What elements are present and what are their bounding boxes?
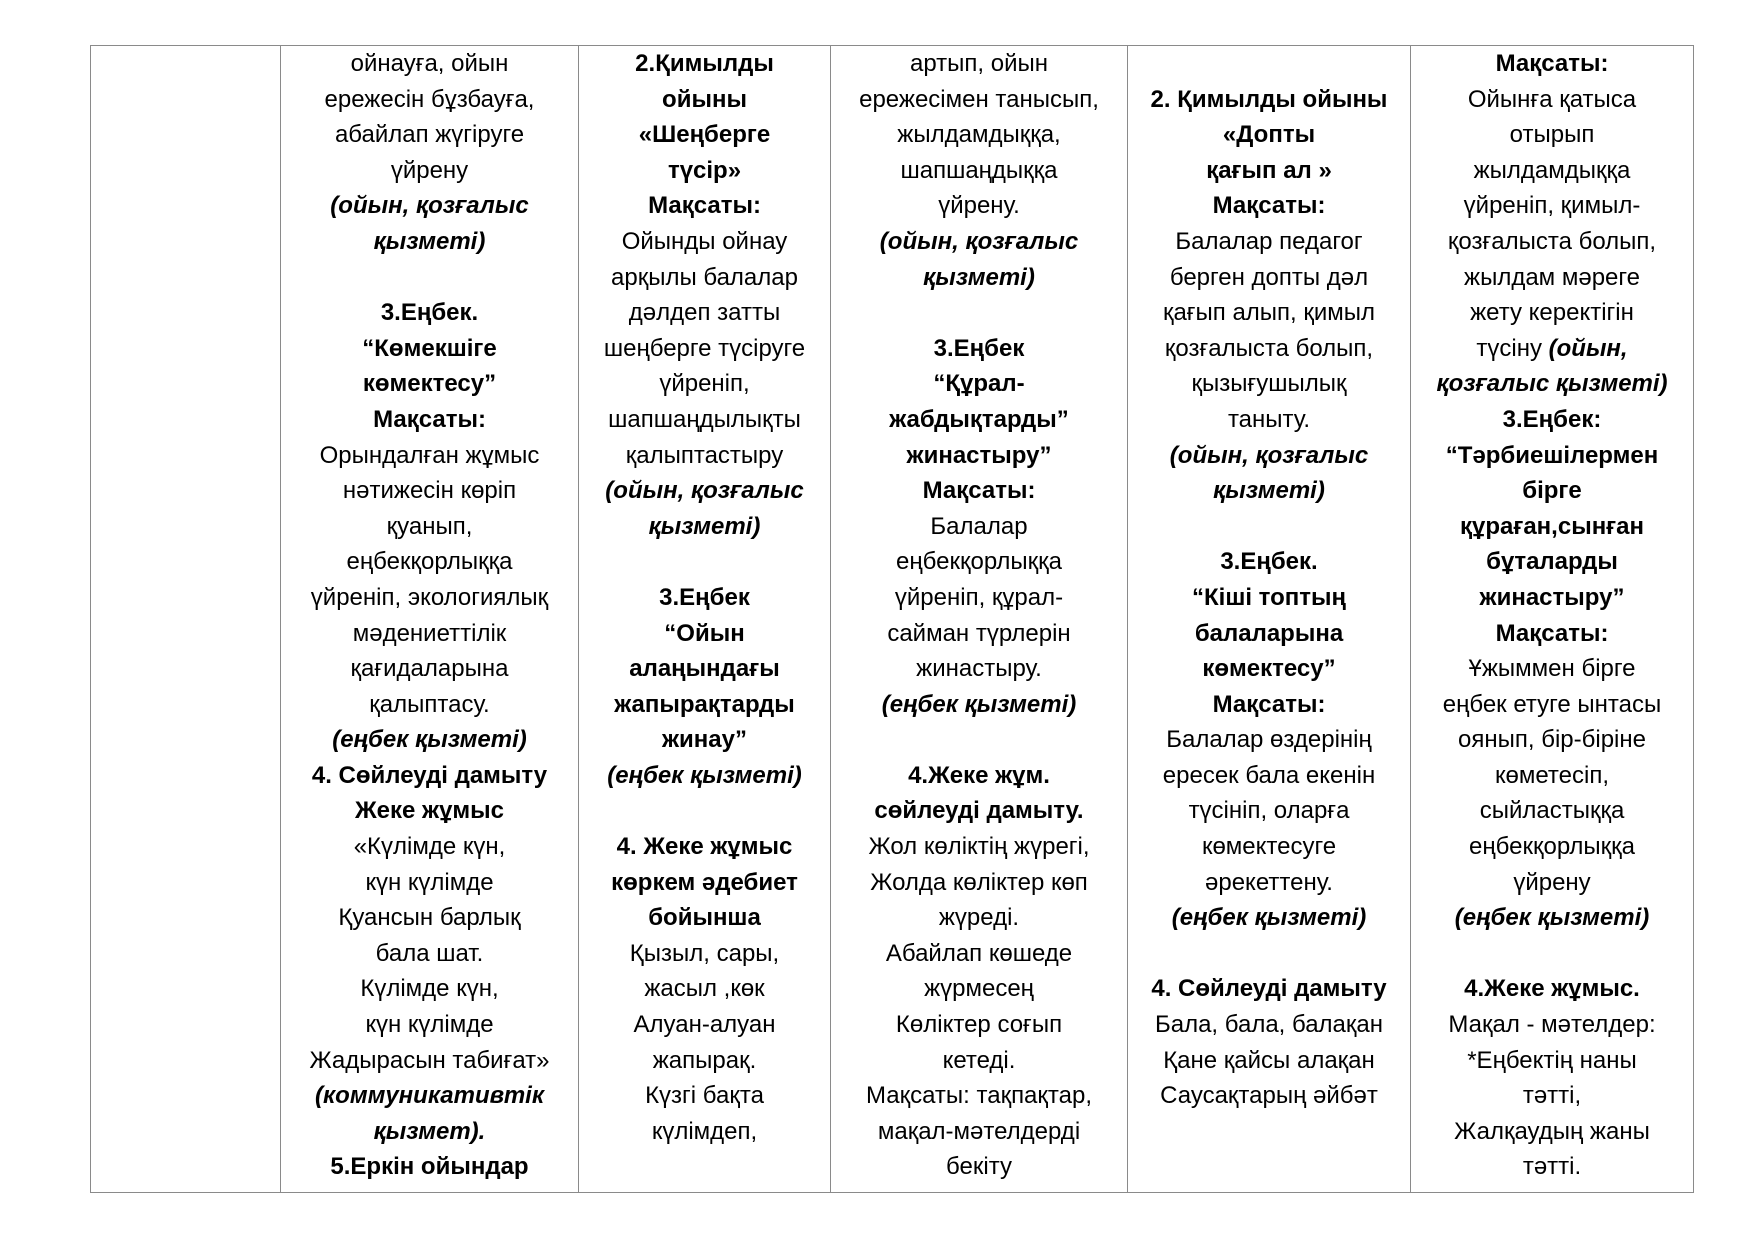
cell-text-line: құраған,сынған	[1459, 512, 1645, 540]
cell-text-line: бірге	[1522, 477, 1582, 505]
cell-text-line: көркем әдебиет	[611, 868, 798, 896]
cell-text-line: үйрену.	[938, 192, 1020, 220]
cell-text-line: еңбекқорлыққа	[896, 548, 1062, 576]
cell-text-line: сыйластыққа	[1479, 797, 1625, 825]
cell-text-line: 4. Сөйлеуді дамыту	[311, 761, 548, 789]
cell-text-line: еңбек етуге ынтасы	[1442, 690, 1662, 718]
cell-text-line: үйреніп,	[659, 370, 750, 398]
cell-text-line: үйрену	[1513, 868, 1591, 896]
cell-text-line: “Көмекшіге	[362, 334, 497, 362]
cell-text-line: Мақсаты:	[1495, 50, 1609, 77]
cell-text-line: Мақсаты:	[1495, 619, 1609, 647]
cell-text-line: (ойын, қозғалыс	[879, 227, 1079, 255]
cell-text-line: еңбекқорлыққа	[1469, 833, 1635, 861]
cell-text-line: бала шат.	[375, 939, 484, 967]
cell-text-line	[1411, 936, 1693, 972]
cell-text-line: Мақсаты:	[648, 192, 761, 220]
cell-text-line: Қызыл, сары,	[629, 939, 780, 967]
table-column-4	[831, 46, 1128, 1192]
cell-text-line: жылдам мәреге	[1464, 263, 1640, 291]
cell-text-line: Жалқаудың жаны	[1454, 1117, 1650, 1145]
cell-text-line: ережесін бұзбауға,	[324, 85, 535, 113]
cell-text-line: Көліктер соғып	[895, 1011, 1063, 1039]
cell-text-line: (ойын, қозғалыс	[330, 192, 529, 220]
cell-text-line: жинастыру.	[916, 655, 1042, 683]
cell-text-line: Ойынды ойнау	[621, 227, 788, 255]
cell-text-line: қағып алып, қимыл	[1162, 299, 1376, 327]
cell-text-line: түсініп, оларға	[1188, 797, 1350, 825]
cell-text-line: шеңберге түсіруге	[603, 334, 806, 362]
cell-text-line: (еңбек қызметі)	[1454, 904, 1650, 932]
cell-text-line: 3.Еңбек.	[380, 299, 479, 327]
cell-text-line: 4. Сөйлеуді дамыту	[1151, 975, 1387, 1003]
cell-text-line: шапшаңдылықты	[608, 405, 801, 433]
cell-text-line: Мақсаты:	[373, 405, 486, 433]
cell-text-line: қалыптастыру	[625, 441, 784, 469]
cell-text-line: (еңбек қызметі)	[332, 726, 527, 754]
cell-text-line	[281, 260, 578, 296]
cell-text-line: күн күлімде	[365, 868, 494, 896]
cell-text-line: Күлімде күн,	[360, 975, 499, 1003]
cell-text-line: қалыптасу.	[369, 690, 490, 718]
cell-text-line: тәтті.	[1522, 1153, 1582, 1181]
cell-text-line: арқылы балалар	[611, 263, 798, 291]
cell-text-line: дәлдеп затты	[628, 299, 781, 327]
cell-text-line: ойыны	[662, 85, 747, 113]
cell-text-line: сайман түрлерін	[887, 619, 1071, 647]
cell-text-line: кетеді.	[942, 1046, 1016, 1074]
cell-text-line: 2. Қимылды ойыны	[1150, 85, 1388, 113]
cell-text-line: жинастыру”	[906, 441, 1052, 469]
cell-text-line: берген допты дәл	[1169, 263, 1369, 291]
table-column-5	[1128, 46, 1411, 1192]
cell-text-line	[579, 793, 830, 829]
cell-text-line: қозғалыста болып,	[1447, 227, 1657, 255]
cell-text-line: “Тәрбиешілермен	[1445, 441, 1659, 469]
cell-text-line: ережесімен танысып,	[859, 85, 1099, 113]
cell-text-line: ересек бала екенін	[1162, 761, 1376, 789]
cell-text-line: түсіну (ойын,	[1476, 334, 1628, 362]
cell-text-line: «Шеңберге	[638, 121, 771, 149]
cell-text-line: еңбекқорлыққа	[346, 548, 513, 576]
cell-text-line: (еңбек қызметі)	[1171, 904, 1367, 932]
cell-text-line: «Допты	[1222, 121, 1316, 149]
cell-text-line: Мақсаты:	[922, 477, 1036, 505]
cell-text-line: Балалар педагог	[1175, 227, 1363, 255]
cell-text-line: қуанып,	[386, 512, 473, 540]
cell-text-line: нәтижесін көріп	[342, 477, 517, 505]
cell-text-line: Ойынға қатыса	[1467, 85, 1637, 113]
cell-text-line: жинастыру”	[1479, 583, 1625, 611]
cell-text-line: жабдықтарды”	[889, 405, 1069, 433]
cell-text-line: таныту.	[1227, 405, 1311, 433]
cell-text-line: 3.Еңбек	[659, 583, 750, 611]
cell-text-line: *Еңбектің наны	[1467, 1046, 1637, 1074]
cell-text-line: үйреніп, экологиялық	[310, 583, 549, 611]
cell-text-line: әрекеттену.	[1205, 868, 1333, 896]
cell-text-line: балаларына	[1194, 619, 1344, 647]
cell-text-line: Абайлап көшеде	[885, 939, 1073, 967]
cell-text-line	[831, 722, 1127, 758]
cell-text-line: көмектесу”	[362, 370, 497, 398]
cell-text-line: Мақсаты:	[1212, 192, 1326, 220]
cell-text-line: “Кіші топтың	[1192, 583, 1346, 611]
table-column-1	[91, 46, 281, 1192]
cell-text-line: Қане қайсы алақан	[1163, 1046, 1375, 1074]
cell-text-line: бойынша	[648, 904, 761, 932]
cell-text-line: отырып	[1509, 121, 1595, 149]
cell-text-line: үйреніп, құрал-	[894, 583, 1064, 611]
cell-text-line: (ойын, қозғалыс	[1169, 441, 1369, 469]
cell-text-line: қызметі)	[373, 227, 486, 255]
cell-text-line: жүрмесең	[924, 975, 1034, 1003]
cell-text-line: (ойын, қозғалыс	[605, 477, 804, 505]
cell-text-line: жылдамдыққа	[1473, 156, 1631, 184]
table-column-6	[1411, 46, 1693, 1192]
cell-text-line: мәдениеттілік	[352, 619, 507, 647]
cell-text-line: абайлап жүгіруге	[334, 121, 525, 149]
cell-text-line: көмектесуге	[1201, 833, 1337, 861]
cell-text-line: «Күлімде күн,	[353, 833, 506, 861]
table-column-2	[281, 46, 579, 1192]
cell-text-line: Ұжыммен бірге	[1468, 655, 1636, 683]
cell-text-line	[1128, 509, 1410, 545]
cell-text-line: Жеке жұмыс	[354, 797, 505, 825]
cell-text-line: Саусақтарың әйбәт	[1160, 1082, 1378, 1110]
cell-text-line: күн күлімде	[365, 1011, 494, 1039]
cell-text-line: 4.Жеке жұмыс.	[1464, 975, 1640, 1003]
cell-text-line: сөйлеуді дамыту.	[874, 797, 1084, 825]
cell-text-line: шапшаңдыққа	[900, 156, 1058, 184]
cell-text-line: үйреніп, қимыл-	[1463, 192, 1641, 220]
cell-text-line: Жадырасын табиғат»	[309, 1046, 550, 1074]
cell-text-line: қызмет).	[373, 1117, 486, 1145]
cell-text-line: Мақал - мәтелдер:	[1448, 1011, 1656, 1039]
cell-text-line: “Құрал-	[933, 370, 1025, 398]
cell-text-line: көмектесу”	[1202, 655, 1336, 683]
cell-text-line: Мақсаты: тақпақтар,	[865, 1082, 1092, 1110]
cell-text-line: “Ойын	[664, 619, 745, 647]
cell-text-line: бұталарды	[1486, 548, 1618, 576]
cell-text-line: қозғалыс қызметі)	[1436, 370, 1668, 398]
cell-text-line: қозғалыста болып,	[1164, 334, 1374, 362]
cell-text-line: қызметі)	[1213, 477, 1325, 505]
cell-text-line: Күзгі бақта	[645, 1082, 764, 1110]
cell-text-line: 3.Еңбек.	[1220, 548, 1318, 576]
cell-text-line: Мақсаты:	[1212, 690, 1326, 718]
cell-text-line: Қуансын барлық	[338, 904, 521, 932]
schedule-table	[90, 45, 1694, 1193]
cell-text-line: жылдамдыққа,	[897, 121, 1061, 149]
cell-text-line: (коммуникативтік	[315, 1082, 544, 1110]
cell-text-line: (еңбек қызметі)	[881, 690, 1077, 718]
cell-text-line: 3.Еңбек	[933, 334, 1025, 362]
cell-text-line: мақал-мәтелдерді	[877, 1117, 1081, 1145]
cell-text-line: жапырақ.	[652, 1046, 757, 1074]
cell-text-line: 2.Қимылды	[635, 50, 774, 77]
cell-text-line: Жол көліктің жүрегі,	[868, 833, 1090, 861]
cell-text-line: қызметі)	[648, 512, 761, 540]
cell-text-line: түсір»	[667, 156, 742, 184]
cell-text-line	[579, 544, 830, 580]
cell-text-line: 3.Еңбек:	[1502, 405, 1602, 433]
cell-text-line: (еңбек қызметі)	[607, 761, 802, 789]
cell-text-line	[1128, 936, 1410, 972]
cell-text-line: қағидаларына	[350, 655, 509, 683]
cell-text-line: қызығушылық	[1191, 370, 1347, 398]
cell-text-line: Бала, бала, балақан	[1154, 1011, 1383, 1039]
cell-text-line: 4. Жеке жұмыс	[616, 833, 793, 861]
cell-text-line: артып, ойын	[910, 50, 1048, 77]
table-column-3	[579, 46, 831, 1192]
cell-text-line: 4.Жеке жұм.	[908, 761, 1050, 789]
cell-text-line: оянып, бір-біріне	[1458, 726, 1646, 754]
cell-text-line	[831, 295, 1127, 331]
cell-text-line: Жолда көліктер көп	[870, 868, 1088, 896]
cell-text-line: ойнауға, ойын	[350, 50, 509, 77]
cell-text-line: 5.Еркін ойындар	[330, 1153, 529, 1181]
cell-text-line: бекіту	[946, 1153, 1012, 1181]
cell-text-line: көметесіп,	[1495, 761, 1609, 789]
cell-text-line: алаңындағы	[629, 655, 780, 683]
cell-text-line: жүреді.	[938, 904, 1020, 932]
cell-text-line: Балалар өздерінің	[1166, 726, 1372, 754]
cell-text-line: жинау”	[662, 726, 747, 754]
cell-text-line: Орындалған жұмыс	[319, 441, 540, 469]
cell-text-line	[1128, 46, 1410, 82]
cell-text-line: жету керектігін	[1470, 299, 1634, 327]
cell-text-line: күлімдеп,	[651, 1117, 758, 1145]
cell-text-line: қызметі)	[923, 263, 1035, 291]
cell-text-line: тәтті,	[1522, 1082, 1582, 1110]
cell-text-line: үйрену	[390, 156, 469, 184]
cell-text-line: жапырақтарды	[614, 690, 795, 718]
cell-text-line: қағып ал »	[1206, 156, 1332, 184]
cell-text-line: Балалар	[930, 512, 1028, 540]
cell-text-line: Алуан-алуан	[633, 1011, 776, 1039]
cell-text-line: жасыл ,көк	[644, 975, 765, 1003]
